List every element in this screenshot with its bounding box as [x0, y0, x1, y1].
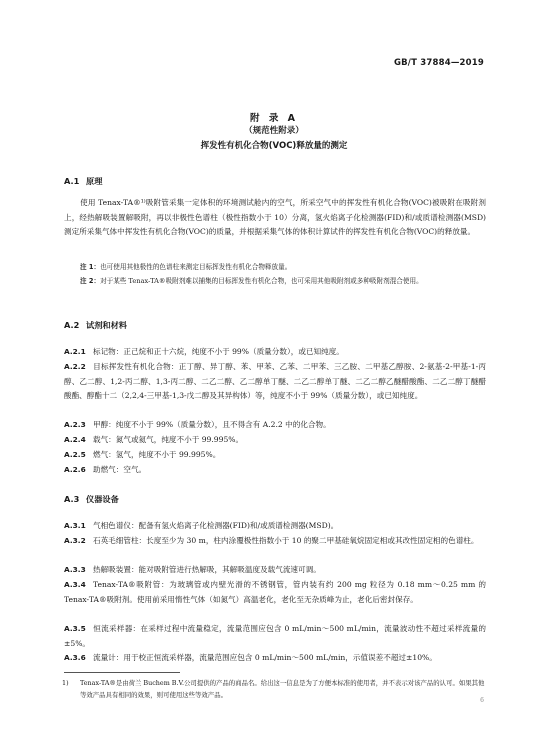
section-heading-a1 [64, 176, 102, 187]
list-item-a3-2: A.3.2 石英毛细管柱：长度至少为 30 m，柱内涂覆极性指数小于 10 的聚二甲基硅氧烷固定相或其改性固定相的色谱柱。 [64, 536, 479, 545]
list-item-a2-3: A.2.3 甲醇：纯度不小于 99%（质量分数），且不得含有 A.2.2 中的化合物。 [64, 420, 331, 429]
section-title: 仪器设备 [86, 494, 119, 504]
page-number: 6 [480, 697, 484, 704]
annex-subtitle: （规范性附录） [244, 126, 304, 136]
list-item-a2-5: A.2.5 燃气：氢气，纯度不小于 99.995%。 [64, 450, 221, 459]
list-item-a3-5: A.3.5 恒流采样器：在采样过程中流量稳定，流量范围应包含 0 mL/min～500 mL/min，流量波动性不超过采样流量的±5%。 [64, 624, 486, 648]
section-number: A.3 [64, 494, 80, 504]
principle-paragraph: 使用 Tenax-TA®¹⁾吸附管采集一定体积的环境测试舱内的空气，所采空气中的挥发性有机化合物(VOC)被吸附在吸附剂上，经热解吸装置解吸附，再以非极性色谱柱（极性指数小于 10）分离，氢火焰离子化检测器(FID)和/或质谱检测器(MSD)测定所采集气体中挥发性有机化合物(VOC)的质量，并根据采集气体的体积计算试件的挥发性有机化合物(VOC)的释放量。 [64, 198, 486, 237]
list-item-a3-6: A.3.6 流量计：用于校正恒流采样器，流量范围应包含 0 mL/min～500 mL/min，示值误差不超过±10%。 [64, 653, 437, 662]
list-item-a2-6: A.2.6 助燃气：空气。 [64, 465, 147, 474]
list-item-a3-3: A.3.3 热解吸装置：能对吸附管进行热解吸，其解吸温度及载气流速可调。 [64, 565, 321, 574]
section-number: A.1 [64, 176, 80, 186]
footnote: 1) Tenax-TA®是由荷兰 Buchem B.V.公司提供的产品的商品名。给出这一信息是为了方便本标准的使用者，并不表示对该产品的认可。如果其他等效产品具有相同的效果，则可使用这些等效产品。 [62, 679, 485, 699]
section-heading-a2 [64, 320, 127, 331]
section-title: 原理 [86, 176, 103, 186]
list-item-a2-2: A.2.2 目标挥发性有机化合物：正丁醇、异丁醇、苯、甲苯、乙苯、二甲苯、三乙胺、二甲基乙醇胺、2-氨基-2-甲基-1-丙醇、乙二醇、1,2-丙二醇、1,3-丙二醇、二乙二醇、乙二醇单丁醚、二乙二醇单丁醚、二乙二醇乙醚醋酸酯、二乙二醇丁醚醋酸酯、醇酯十二（2,2,4-三甲基-1,3-戊二醇及其异构体）等，纯度不小于 99%（质量分数），或已知纯度。 [64, 362, 486, 401]
list-item-a3-4: A.3.4 Tenax-TA®吸附管：为玻璃管或内壁光滑的不锈钢管，管内装有约 200 mg 粒径为 0.18 mm～0.25 mm 的 Tenax-TA®吸附剂。使用前采用惰性气体（如氮气）高温老化，老化至无杂质峰为止，老化后密封保存。 [64, 580, 486, 604]
section-heading-a3 [64, 494, 119, 505]
footnote-rule [64, 672, 180, 673]
note-2: 注 2：对于某些 Tenax-TA®吸附剂难以捕集的目标挥发性有机化合物，也可采用其他吸附剂或多种吸附剂混合使用。 [80, 277, 423, 285]
list-item-a2-1: A.2.1 标记物：正己烷和正十六烷，纯度不小于 99%（质量分数），或已知纯度。 [64, 347, 344, 356]
section-title: 试剂和材料 [86, 320, 127, 330]
list-item-a3-1: A.3.1 气相色谱仪：配备有氢火焰离子化检测器(FID)和/或质谱检测器(MSD)。 [64, 521, 339, 530]
annex-name: 挥发性有机化合物(VOC)释放量的测定 [200, 141, 348, 151]
annex-title: 附 录 A [250, 113, 298, 124]
standard-number: GB/T 37884—2019 [393, 58, 484, 68]
note-1: 注 1：也可使用其他极性的色谱柱来测定目标挥发性有机化合物释放量。 [80, 263, 292, 271]
list-item-a2-4: A.2.4 载气：氮气或氦气，纯度不小于 99.995%。 [64, 435, 244, 444]
section-number: A.2 [64, 320, 80, 330]
